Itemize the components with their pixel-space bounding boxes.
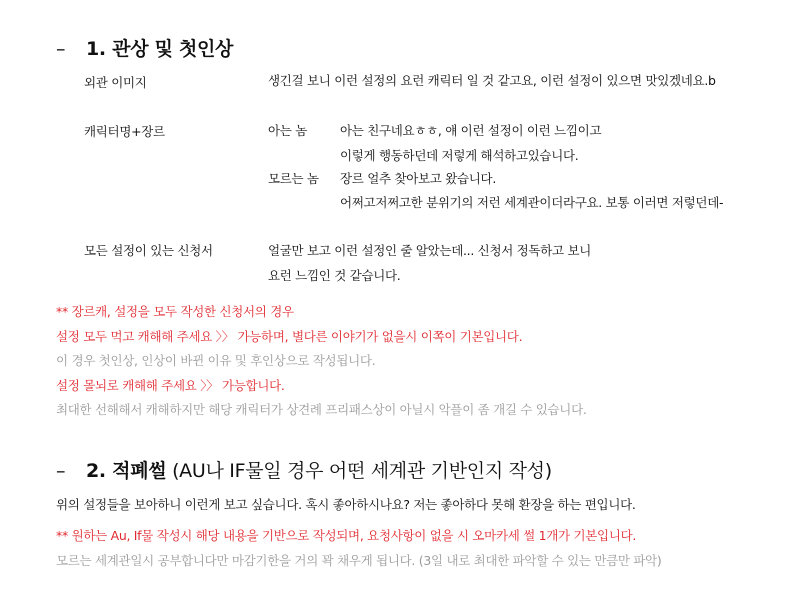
section1-dash: – xyxy=(56,38,66,60)
row-appearance-text: 생긴걸 보니 이런 설정의 요런 캐릭터 일 것 같고요, 이런 설정이 있으면 맛있겠네요.b xyxy=(268,73,716,88)
section2-note-gray: 모르는 세계관일시 공부합니다만 마감기한을 거의 꽉 채우게 됩니다. (3일 내로 최대한 파악할 수 있는 만큼만 파악) xyxy=(56,553,662,568)
row-application-label: 모든 설정이 있는 신청서 xyxy=(84,243,213,258)
note-settings-ignore: 설정 몰뇌로 캐해해 주세요 〉〉 가능합니다. xyxy=(56,378,285,393)
section1-title: 1. 관상 및 첫인상 xyxy=(86,38,234,60)
application-line-1: 얼굴만 보고 이런 설정인 줄 알았는데... 신청서 정독하고 보니 xyxy=(268,243,592,258)
note-settings-all: 설정 모두 먹고 캐해해 주세요 〉〉 가능하며, 별다른 이야기가 없을시 이쪽이 기본입니다. xyxy=(56,329,523,344)
unknown-line-2: 어쩌고저쩌고한 분위기의 저런 세계관이더라구요. 보통 이러면 저렇던데- xyxy=(340,195,724,210)
section2-intro: 위의 설정들을 보아하니 이런게 보고 싶습니다. 혹시 좋아하시나요? 저는 좋아하다 못해 환장을 하는 편입니다. xyxy=(56,497,636,512)
section2-title-rest: (AU나 IF물일 경우 어떤 세계관 기반인지 작성) xyxy=(166,460,552,482)
unknown-label: 모르는 놈 xyxy=(268,171,319,186)
section2-note-red: ** 원하는 Au, If물 작성시 해당 내용을 기반으로 작성되며, 요청사항이 없을 시 오마카세 썰 1개가 기본입니다. xyxy=(56,528,637,543)
note-genre-char: ** 장르캐, 설정을 모두 작성한 신청서의 경우 xyxy=(56,304,294,319)
know-line-1: 아는 친구네요ㅎㅎ, 얘 이런 설정이 이런 느낌이고 xyxy=(340,123,602,138)
know-label: 아는 놈 xyxy=(268,123,307,138)
know-line-2: 이렇게 행동하던데 저렇게 해석하고있습니다. xyxy=(340,148,579,163)
section2-dash: – xyxy=(56,460,66,482)
row-appearance-label: 외관 이미지 xyxy=(84,75,147,90)
section2-title-bold: 2. 적폐썰 xyxy=(86,460,167,482)
section2-heading xyxy=(56,456,552,483)
application-line-2: 요런 느낌인 것 같습니다. xyxy=(268,268,401,283)
unknown-line-1: 장르 얼추 찾아보고 왔습니다. xyxy=(340,171,496,186)
row-character-label: 캐릭터명+장르 xyxy=(84,124,165,139)
note-impression: 이 경우 첫인상, 인상이 바뀐 이유 및 후인상으로 작성됩니다. xyxy=(56,353,376,368)
note-best-effort: 최대한 선해해서 캐해하지만 해당 캐릭터가 상견례 프리패스상이 아닐시 악플이 좀 개길 수 있습니다. xyxy=(56,402,587,417)
section1-heading xyxy=(56,34,233,61)
